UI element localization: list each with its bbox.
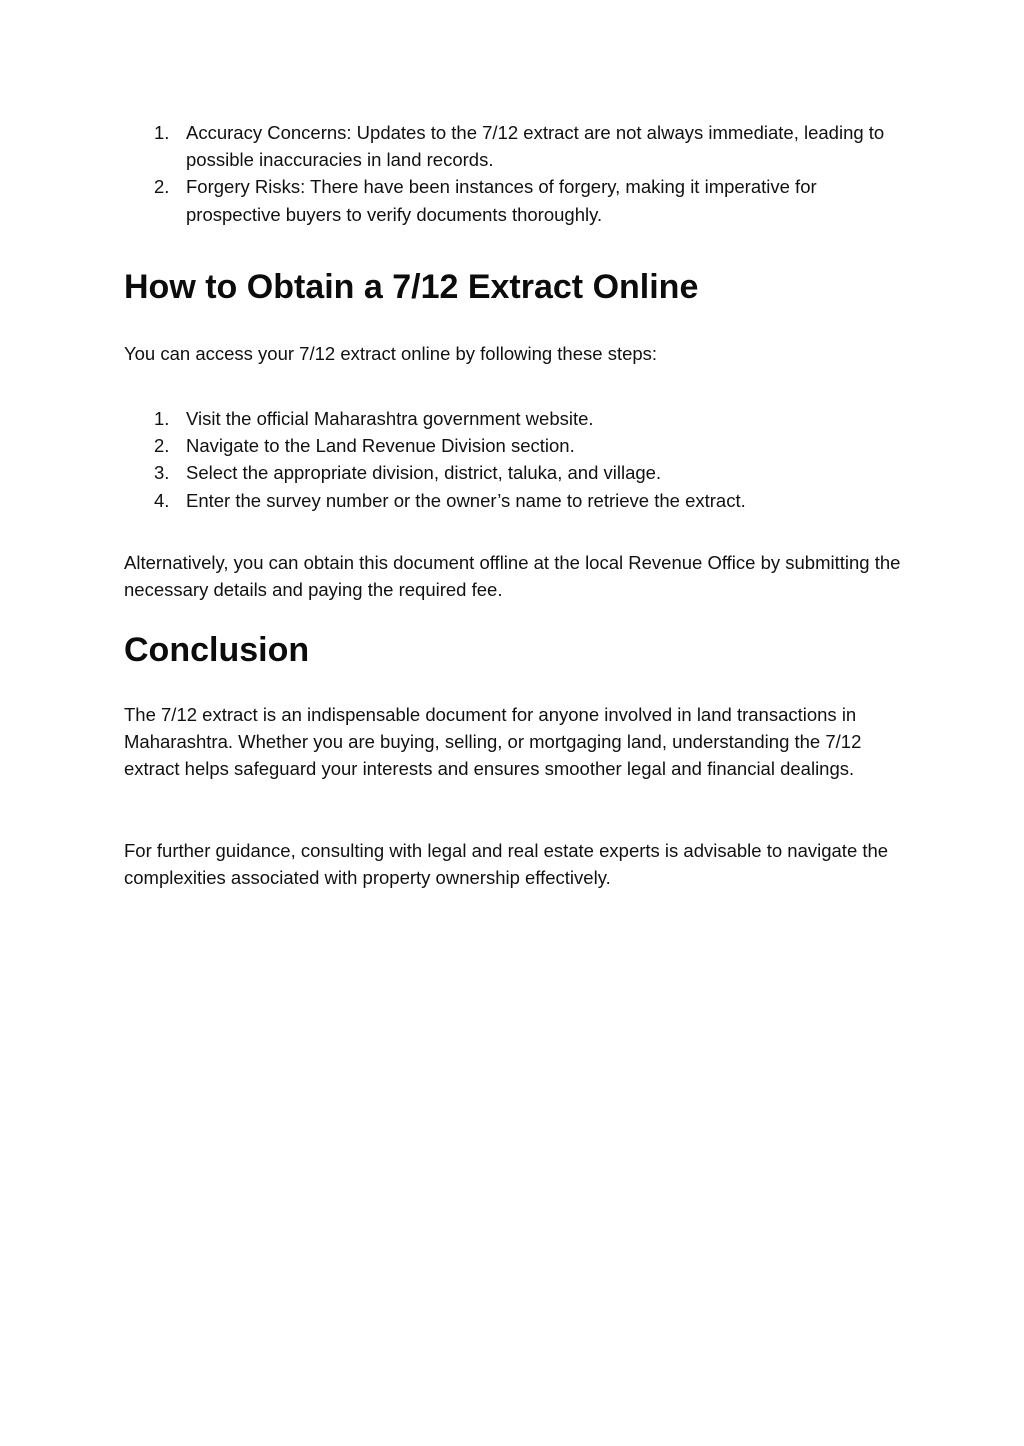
conclusion-paragraph: The 7/12 extract is an indispensable document for anyone involved in land transactions in Maharashtra. Whether you are buying, selling, or mortgaging land, understanding the 7/12 extract helps safeguard your interests and ensures smoother legal and financial dealings. xyxy=(124,704,862,780)
list-item-text: Visit the official Maharashtra government website. xyxy=(186,408,594,429)
section-heading-conclusion: Conclusion xyxy=(124,631,310,669)
list-item xyxy=(0,459,1024,486)
list-item-text: Accuracy Concerns: Updates to the 7/12 extract are not always immediate, leading to possible inaccuracies in land records. xyxy=(186,122,885,171)
list-item-text: Navigate to the Land Revenue Division section. xyxy=(186,435,575,457)
list-item xyxy=(0,173,1024,227)
list-item-text: Forgery Risks: There have been instances of forgery, making it imperative for prospective buyers to verify documents thoroughly. xyxy=(186,176,817,225)
steps-list xyxy=(0,405,1024,514)
list-item-text: Enter the survey number or the owner’s name to retrieve the extract. xyxy=(186,489,746,511)
list-item xyxy=(0,432,1024,459)
list-item xyxy=(0,119,1024,173)
list-item-text: Select the appropriate division, district, taluka, and village. xyxy=(186,462,662,484)
list-item xyxy=(0,487,1024,514)
guidance-paragraph: For further guidance, consulting with legal and real estate experts is advisable to navigate the complexities associated with property ownership effectively. xyxy=(124,840,889,889)
risks-list xyxy=(0,119,1024,228)
list-item-number: 1. xyxy=(154,408,170,429)
obtain-intro-paragraph: You can access your 7/12 extract online by following these steps: xyxy=(124,343,658,364)
list-item-number: 4. xyxy=(154,489,170,511)
list-item-number: 3. xyxy=(154,462,170,484)
list-item xyxy=(0,405,1024,432)
list-item-number: 2. xyxy=(154,435,170,457)
offline-paragraph: Alternatively, you can obtain this document offline at the local Revenue Office by submitting the necessary details and paying the required fee. xyxy=(124,552,901,601)
section-heading-obtain: How to Obtain a 7/12 Extract Online xyxy=(124,268,699,306)
list-item-number: 2. xyxy=(154,176,170,198)
list-item-number: 1. xyxy=(154,122,170,143)
